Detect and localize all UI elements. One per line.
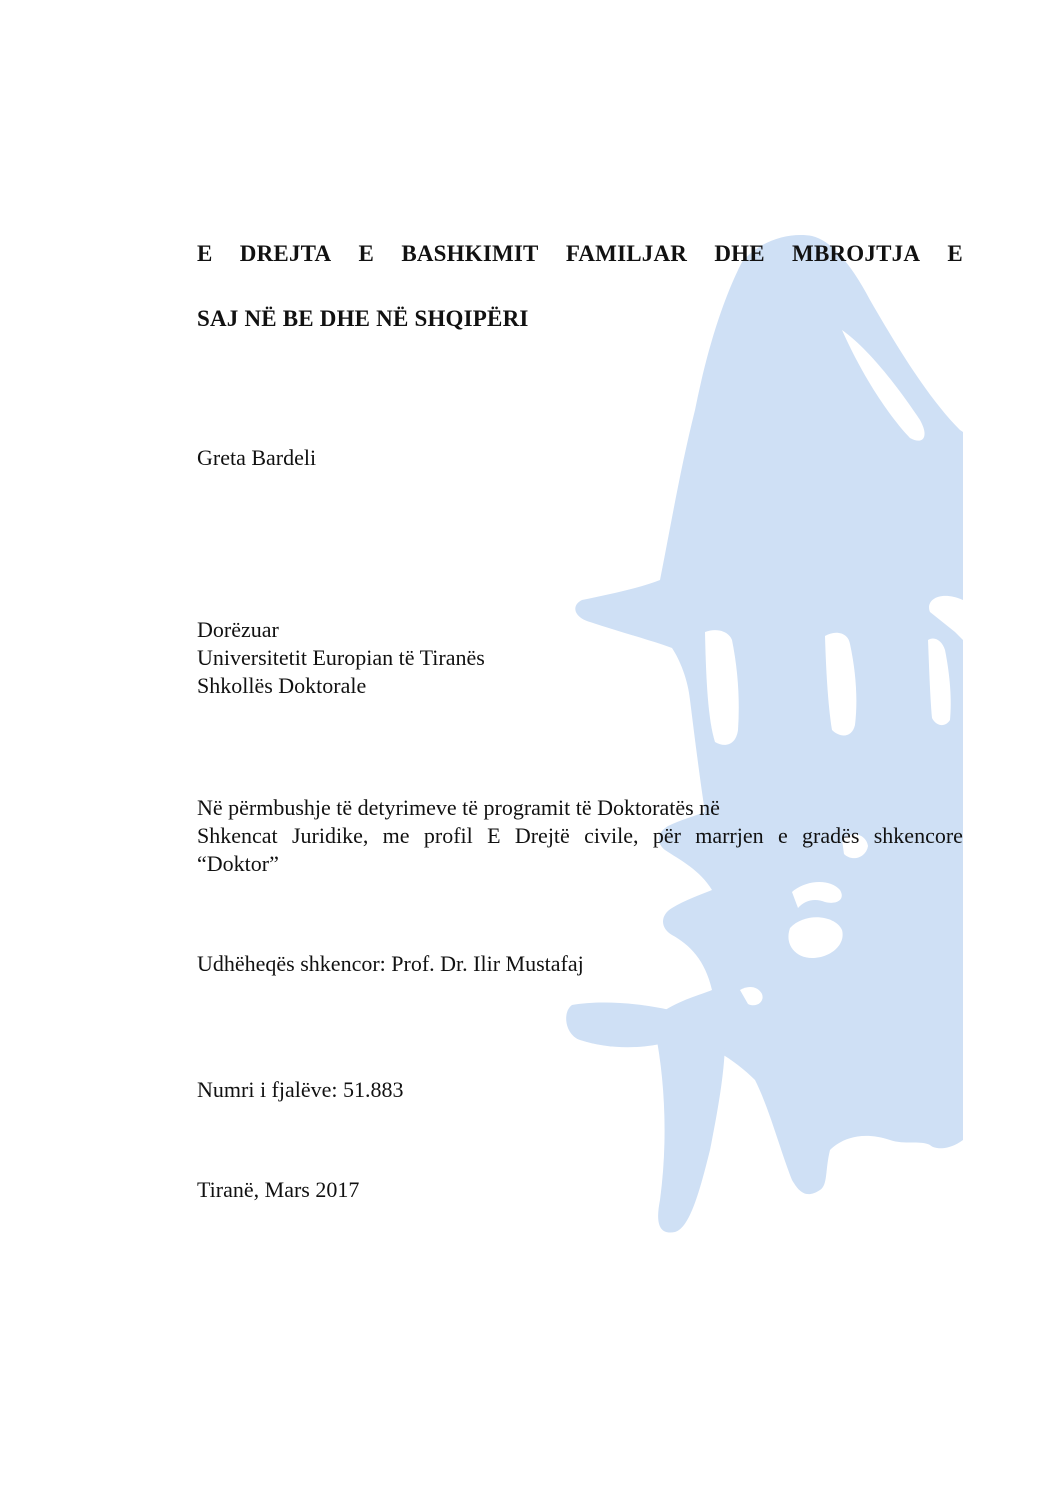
thesis-title-line-1: [197, 240, 963, 268]
purpose-line-2-word: e: [777, 823, 788, 848]
place-date-block: [197, 1176, 963, 1204]
purpose-line-2: [197, 822, 963, 850]
purpose-line-2-word: për: [652, 823, 681, 848]
title-line-1-word: MBROJTJA: [792, 241, 921, 266]
purpose-line-2-word: civile,: [584, 823, 639, 848]
author-name: Greta Bardeli: [197, 445, 317, 470]
submission-line-3: Shkollës Doktorale: [197, 673, 367, 698]
word-count: Numri i fjalëve: 51.883: [197, 1077, 404, 1102]
word-count-block: [197, 1076, 963, 1104]
purpose-line-2-word: E: [487, 823, 501, 848]
title-line-1-word: DREJTA: [239, 241, 332, 266]
purpose-line-2-word: me: [382, 823, 410, 848]
title-line-1-word: BASHKIMIT: [401, 241, 539, 266]
purpose-line-2-word: profil: [423, 823, 473, 848]
title-line-1-word: FAMILJAR: [565, 241, 688, 266]
author-block: [197, 444, 963, 472]
purpose-line-2-word: Shkencat: [197, 823, 278, 848]
submission-block: [197, 616, 963, 700]
purpose-line-2-word: gradës: [802, 823, 860, 848]
title-line-1-word: E: [197, 241, 213, 266]
submission-line-1: Dorëzuar: [197, 617, 279, 642]
purpose-line-2-word: Drejtë: [514, 823, 570, 848]
purpose-line-2-word: marrjen: [695, 823, 764, 848]
purpose-line-2-word: shkencore: [873, 823, 963, 848]
supervisor-block: [197, 950, 963, 978]
purpose-block: [197, 794, 963, 878]
title-line-1-word: DHE: [714, 241, 765, 266]
purpose-line-3: “Doktor”: [197, 851, 279, 876]
thesis-title-line-2: SAJ NË BE DHE NË SHQIPËRI: [197, 306, 529, 331]
purpose-line-1: Në përmbushje të detyrimeve të programit të Doktoratës në: [197, 795, 720, 820]
purpose-line-2-word: Juridike,: [291, 823, 369, 848]
submission-line-2: Universitetit Europian të Tiranës: [197, 645, 485, 670]
supervisor: Udhëheqës shkencor: Prof. Dr. Ilir Mustafaj: [197, 951, 584, 976]
title-line-1-word: E: [358, 241, 375, 266]
title-line-1-word: E: [947, 241, 963, 266]
place-date: Tiranë, Mars 2017: [197, 1177, 360, 1202]
